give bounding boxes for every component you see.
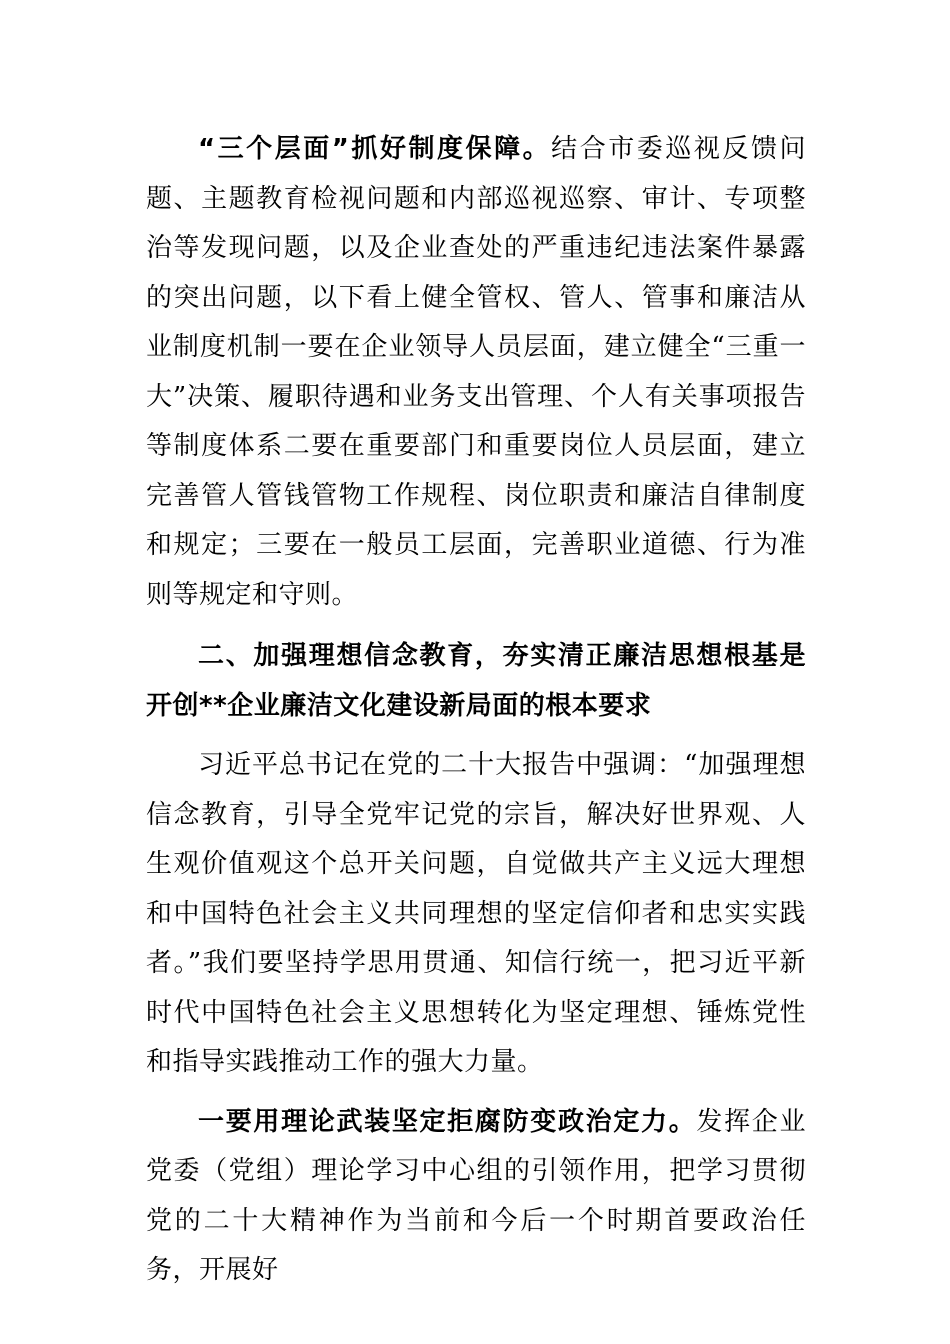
document-page (146, 125, 806, 1296)
paragraph-lead-theory: 一要用理论武装坚定拒腐防变政治定力。 (198, 1106, 697, 1137)
paragraph-ideals-education: 习近平总书记在党的二十大报告中强调：“加强理想信念教育，引导全党牢记党的宗旨，解决好世界观、人生观价值观这个总开关问题，自觉做共产主义远大理想和中国特色社会主义共同理想的坚定信仰者和忠实实践者。”我们要坚持学思用贯通、知信行统一，把习近平新时代中国特色社会主义思想转化为坚定理想、锤炼党性和指导实践推动工作的强大力量。 (146, 750, 806, 1077)
paragraph-lead-three-levels: “三个层面”抓好制度保障。 (198, 134, 552, 164)
section-heading-2: 二、加强理想信念教育，夯实清正廉洁思想根基是开创**企业廉洁文化建设新局面的根本要求 (146, 641, 806, 721)
paragraph-body-theory: 发挥企业党委（党组）理论学习中心组的引领作用，把学习贯彻党的二十大精神作为当前和今后一个时期首要政治任务，开展好 (146, 1106, 806, 1285)
paragraph-body-three-levels: 结合市委巡视反馈问题、主题教育检视问题和内部巡视巡察、审计、专项整治等发现问题，以及企业查处的严重违纪违法案件暴露的突出问题，以下看上健全管权、管人、管事和廉洁从业制度机制一要在企业领导人员层面，建立健全“三重一大”决策、履职待遇和业务支出管理、个人有关事项报告等制度体系二要在重要部门和重要岗位人员层面，建立完善管人管钱管物工作规程、岗位职责和廉洁自律制度和规定；三要在一般员工层面，完善职业道德、行为准则等规定和守则。 (146, 134, 806, 610)
paragraph-theory-armament (146, 1098, 806, 1296)
paragraph-institutional-guarantee (146, 125, 806, 620)
